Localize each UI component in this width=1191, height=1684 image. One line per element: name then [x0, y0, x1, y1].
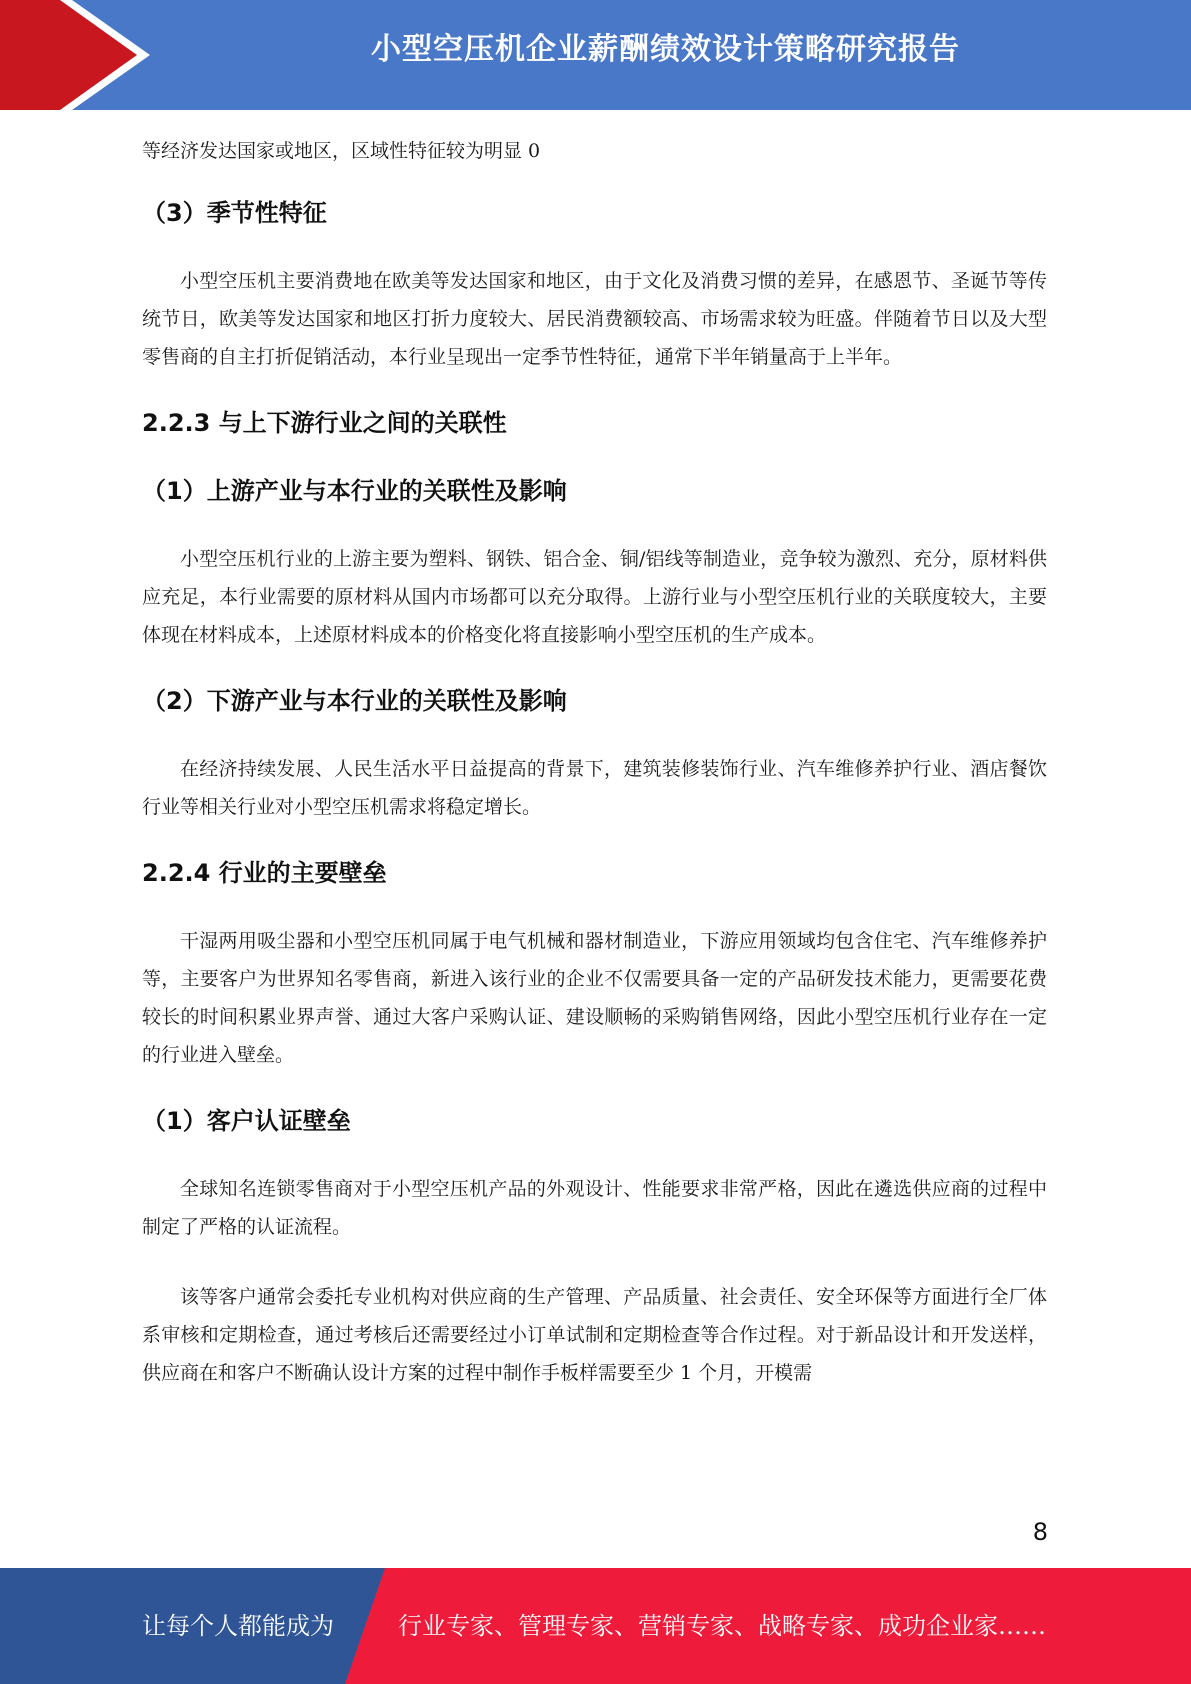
customer-certification-heading: （1）客户认证壁垒	[142, 1107, 351, 1135]
section-heading-2-2-4: 2.2.4 行业的主要壁垒	[142, 859, 387, 887]
page-number: 8	[1032, 1518, 1048, 1546]
header-chevron-decoration	[0, 0, 160, 110]
seasonal-heading: （3）季节性特征	[142, 199, 327, 227]
page-footer	[0, 1568, 1191, 1684]
customer-paragraph-2: 该等客户通常会委托专业机构对供应商的生产管理、产品质量、社会责任、安全环保等方面进行全厂体系审核和定期检查，通过考核后还需要经过小订单试制和定期检查等合作过程。对于新品设计和开发送样，供应商在和客户不断确认设计方案的过程中制作手板样需要至少 1 个月，开模需	[142, 1286, 1047, 1384]
section-heading-2-2-3: 2.2.3 与上下游行业之间的关联性	[142, 409, 507, 437]
upstream-heading: （1）上游产业与本行业的关联性及影响	[142, 477, 567, 505]
footer-slogan-left: 让每个人都能成为	[142, 1612, 334, 1640]
upstream-paragraph: 小型空压机行业的上游主要为塑料、钢铁、铝合金、铜/铝线等制造业，竞争较为激烈、充分，原材料供应充足，本行业需要的原材料从国内市场都可以充分取得。上游行业与小型空压机行业的关联度较大，主要体现在材料成本，上述原材料成本的价格变化将直接影响小型空压机的生产成本。	[142, 548, 1047, 646]
page-header	[0, 0, 1191, 110]
document-body	[142, 110, 1047, 1392]
report-title: 小型空压机企业薪酬绩效设计策略研究报告	[371, 32, 960, 67]
seasonal-paragraph: 小型空压机主要消费地在欧美等发达国家和地区，由于文化及消费习惯的差异，在感恩节、圣诞节等传统节日，欧美等发达国家和地区打折力度较大、居民消费额较高、市场需求较为旺盛。伴随着节日以及大型零售商的自主打折促销活动，本行业呈现出一定季节性特征，通常下半年销量高于上半年。	[142, 270, 1047, 368]
customer-paragraph-1: 全球知名连锁零售商对于小型空压机产品的外观设计、性能要求非常严格，因此在遴选供应商的过程中制定了严格的认证流程。	[142, 1178, 1047, 1238]
barriers-paragraph: 干湿两用吸尘器和小型空压机同属于电气机械和器材制造业，下游应用领域均包含住宅、汽车维修养护等，主要客户为世界知名零售商，新进入该行业的企业不仅需要具备一定的产品研发技术能力，更需要花费较长的时间积累业界声誉、通过大客户采购认证、建设顺畅的采购销售网络，因此小型空压机行业存在一定的行业进入壁垒。	[142, 930, 1047, 1066]
downstream-paragraph: 在经济持续发展、人民生活水平日益提高的背景下，建筑装修装饰行业、汽车维修养护行业、酒店餐饮行业等相关行业对小型空压机需求将稳定增长。	[142, 758, 1047, 818]
intro-paragraph: 等经济发达国家或地区，区域性特征较为明显 0	[142, 140, 541, 162]
footer-slogan-right: 行业专家、管理专家、营销专家、战略专家、成功企业家……	[398, 1612, 1046, 1640]
downstream-heading: （2）下游产业与本行业的关联性及影响	[142, 687, 567, 715]
